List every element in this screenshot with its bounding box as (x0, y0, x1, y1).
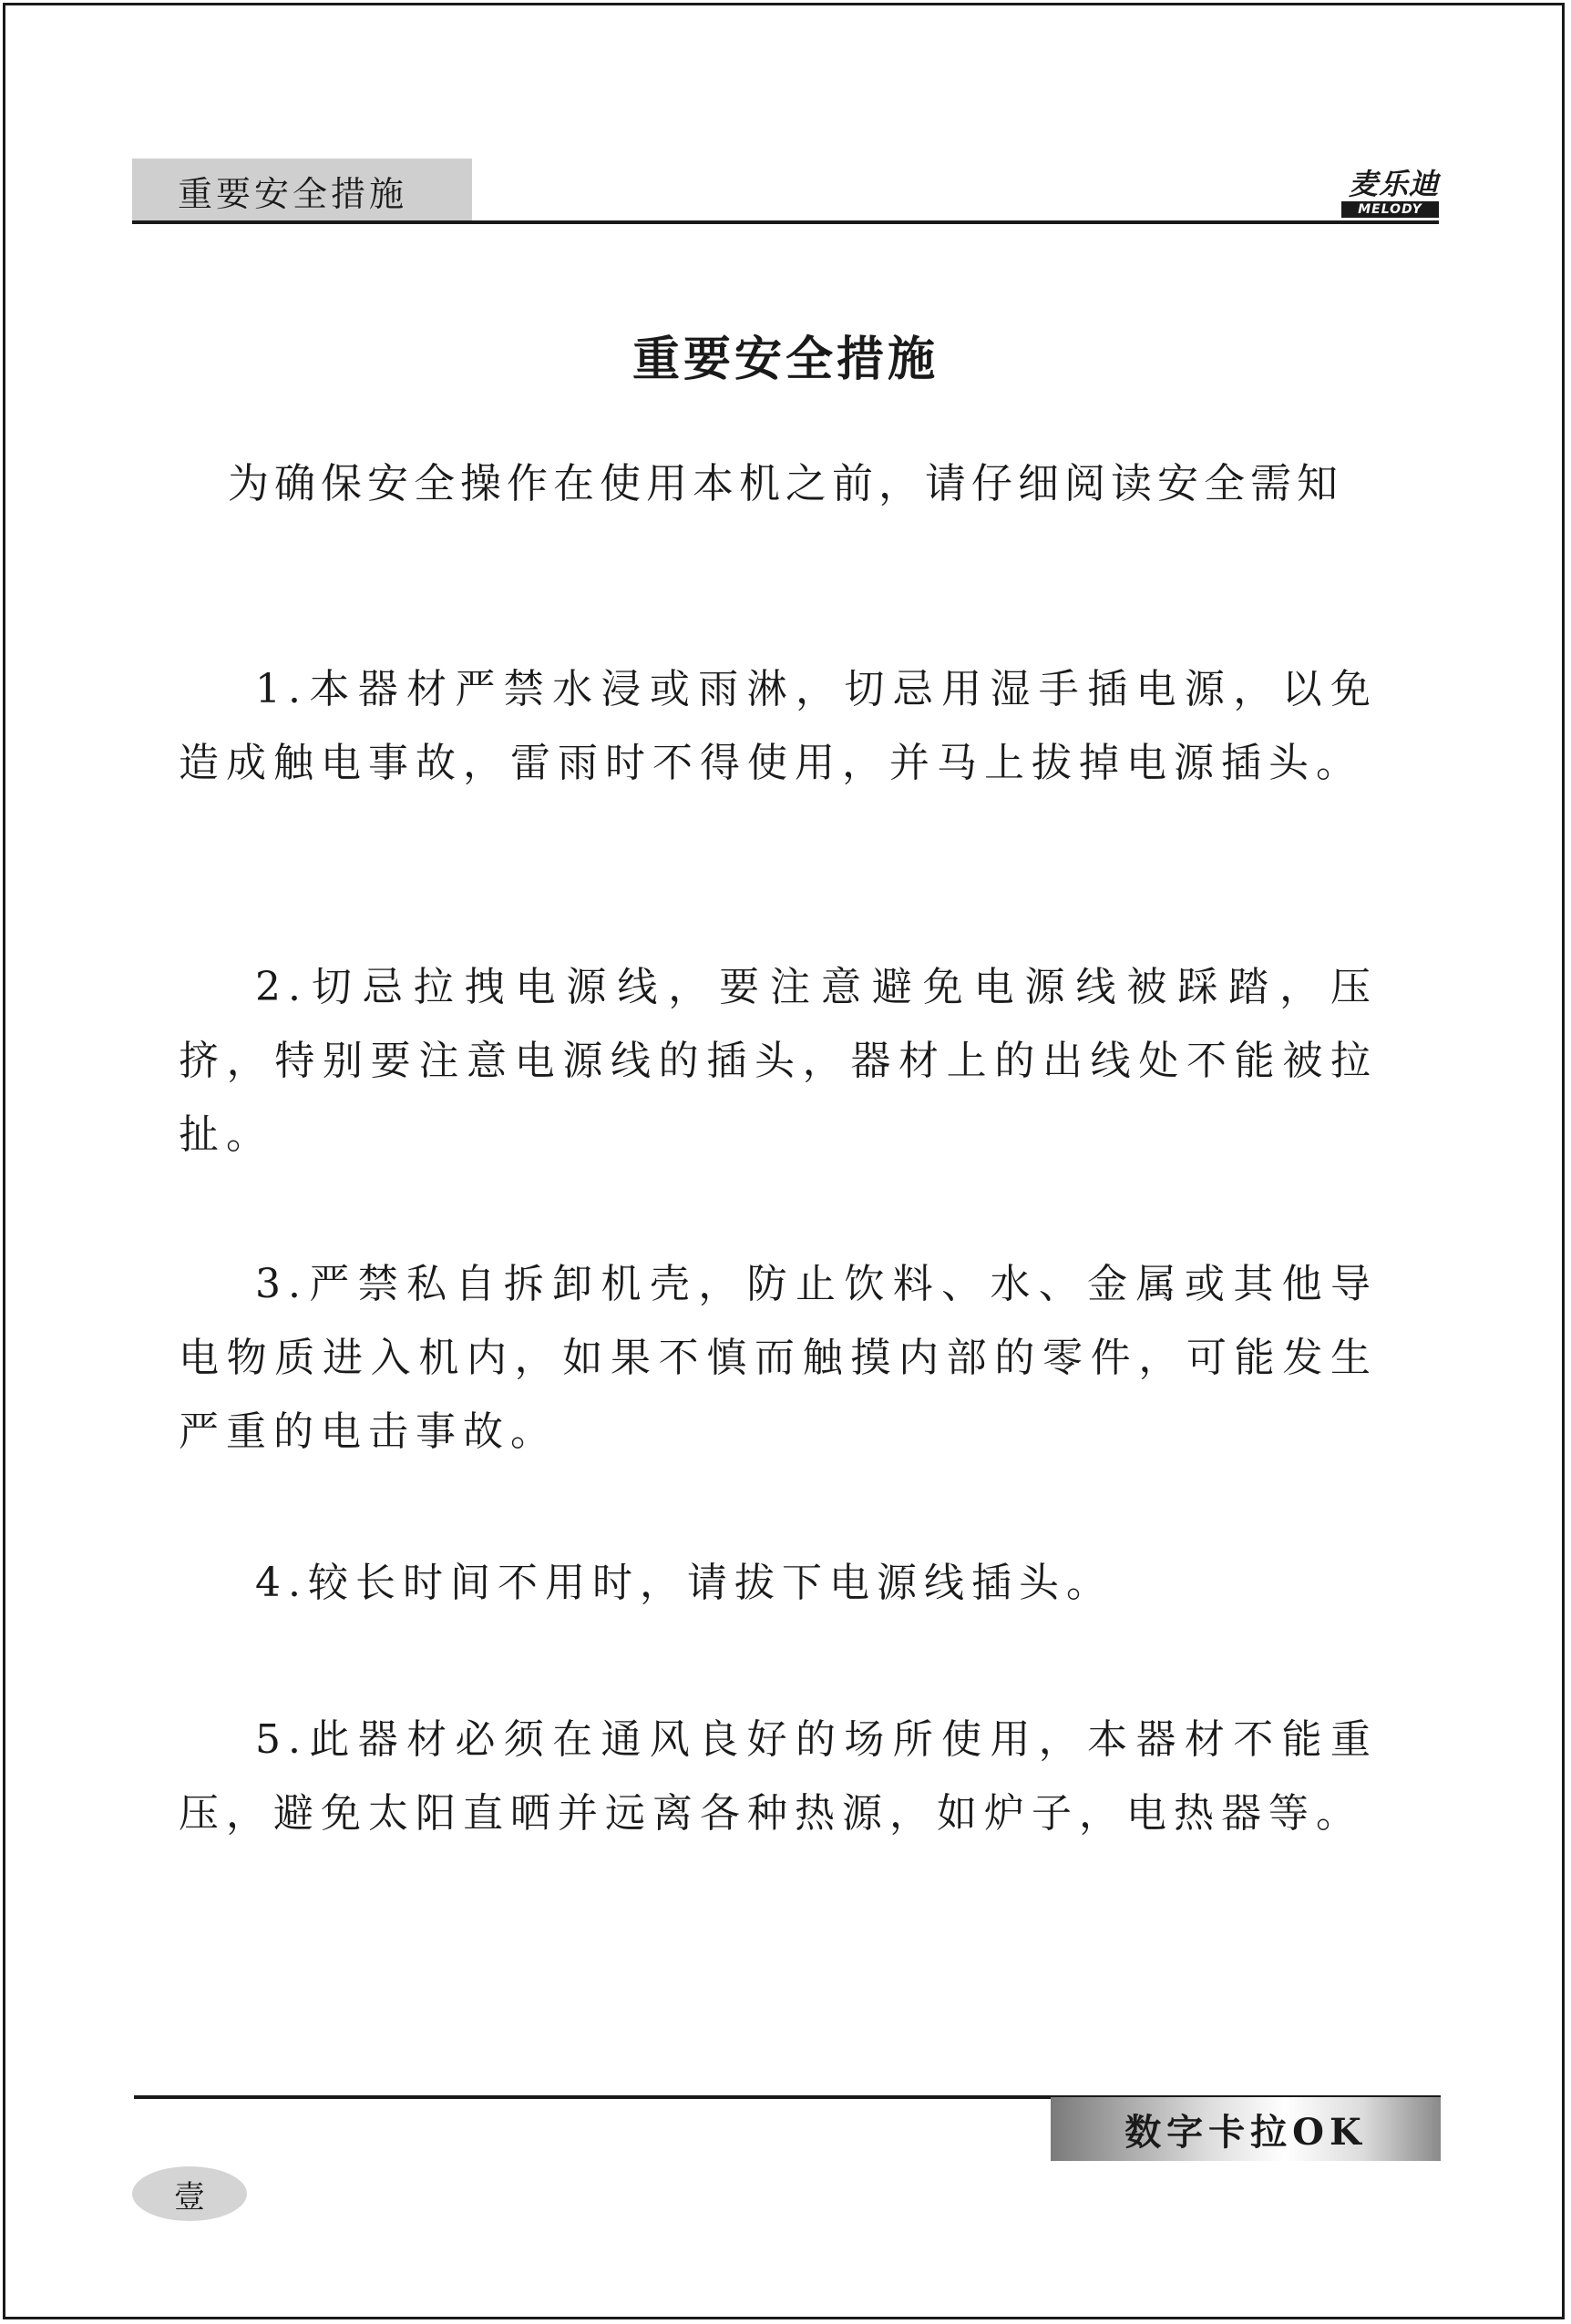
page-subtitle: 为确保安全操作在使用本机之前，请仔细阅读安全需知 (227, 459, 1343, 507)
section-tab: 重要安全措施 (132, 159, 472, 222)
product-tab: 数字卡拉OK (1051, 2097, 1441, 2161)
safety-item-3: 3.严禁私自拆卸机壳，防止饮料、水、金属或其他导电物质进入机内，如果不慎而触摸内部的零件，可能发生严重的电击事故。 (179, 1261, 1378, 1455)
brand-logo (1341, 168, 1439, 220)
brand-name-cn: 麦乐迪 (1348, 167, 1439, 201)
brand-name-en: MELODY (1341, 201, 1439, 218)
safety-item-1: 1.本器材严禁水浸或雨淋，切忌用湿手插电源，以免造成触电事故，雷雨时不得使用，并马上拔掉电源插头。 (179, 666, 1378, 786)
page-number-badge: 壹 (132, 2166, 247, 2221)
page-title: 重要安全措施 (631, 332, 939, 387)
header-divider (132, 220, 1439, 224)
safety-item-2: 2.切忌拉拽电源线，要注意避免电源线被踩踏，压挤，特别要注意电源线的插头，器材上的出线处不能被拉扯。 (179, 964, 1378, 1158)
safety-item-5: 5.此器材必须在通风良好的场所使用，本器材不能重压，避免太阳直晒并远离各种热源，如炉子，电热器等。 (179, 1716, 1378, 1837)
safety-item-4: 4.较长时间不用时，请拔下电源线插头。 (255, 1560, 1114, 1606)
